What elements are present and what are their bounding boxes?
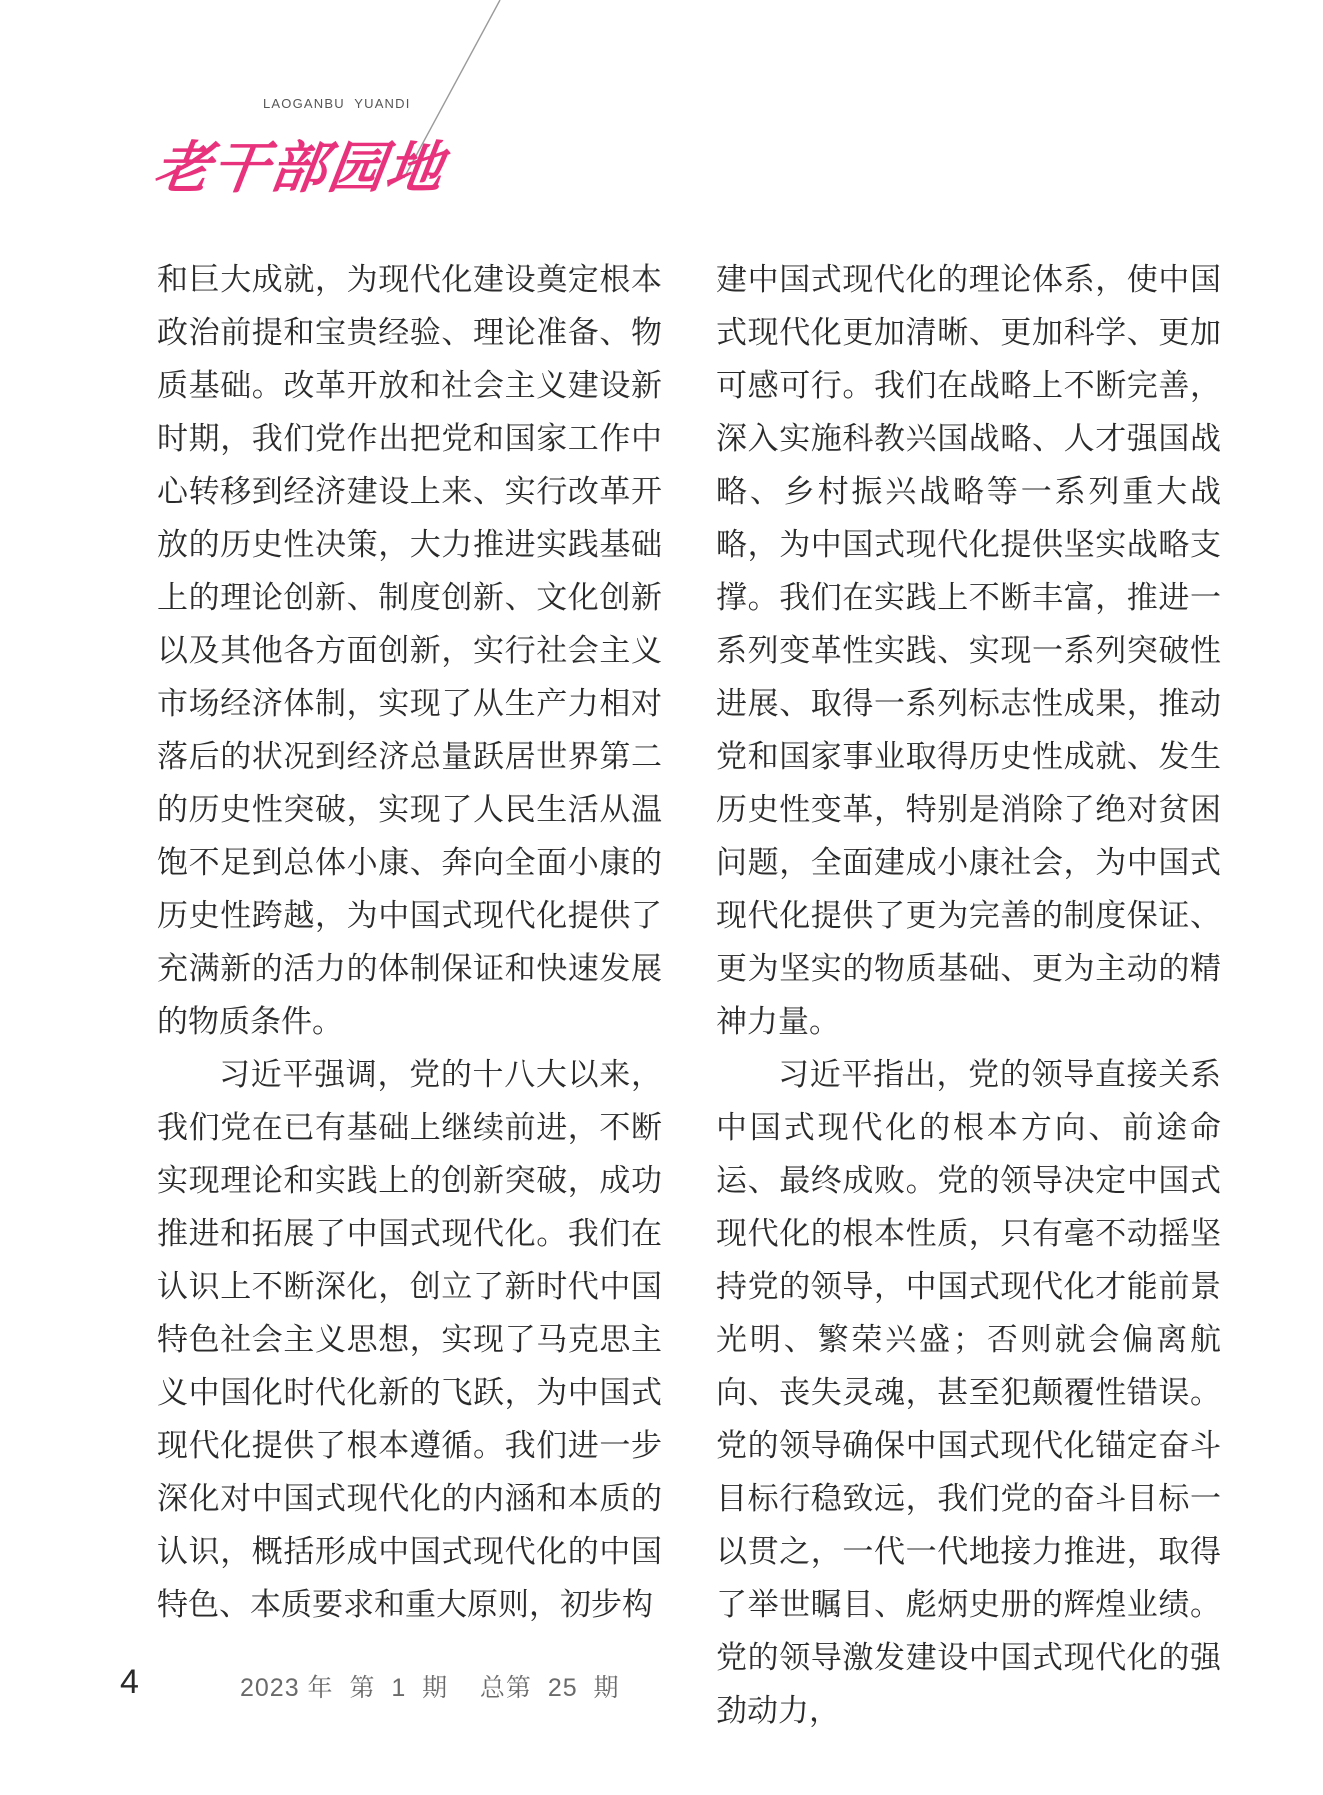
right-paragraph-1: 建中国式现代化的理论体系，使中国式现代化更加清晰、更加科学、更加可感可行。我们在战略上不断完善，深入实施科教兴国战略、人才强国战略、乡村振兴战略等一系列重大战略，为中国式现代化提供坚实战略支撑。我们在实践上不断丰富，推进一系列变革性实践、实现一系列突破性进展、取得一系列标志性成果，推动党和国家事业取得历史性成就、发生历史性变革，特别是消除了绝对贫困问题，全面建成小康社会，为中国式现代化提供了更为完善的制度保证、更为坚实的物质基础、更为主动的精神力量。 (716, 262, 1221, 1040)
right-paragraph-2: 习近平指出，党的领导直接关系中国式现代化的根本方向、前途命运、最终成败。党的领导决定中国式现代化的根本性质，只有毫不动摇坚持党的领导，中国式现代化才能前景光明、繁荣兴盛；否则就会偏离航向、丧失灵魂，甚至犯颠覆性错误。党的领导确保中国式现代化锚定奋斗目标行稳致远，我们党的奋斗目标一以贯之，一代一代地接力推进，取得了举世瞩目、彪炳史册的辉煌业绩。党的领导激发建设中国式现代化的强劲动力， (716, 1057, 1221, 1729)
article-left-column (157, 254, 662, 1632)
masthead-pinyin: LAOGANBU YUANDI (263, 96, 411, 111)
article-right-column (716, 254, 1221, 1738)
masthead-logo: 老干部园地 (149, 135, 450, 201)
page-number: 4 (120, 1663, 139, 1701)
issue-info: 2023 年 第 1 期 总第 25 期 (240, 1674, 620, 1702)
left-paragraph-1: 和巨大成就，为现代化建设奠定根本政治前提和宝贵经验、理论准备、物质基础。改革开放和社会主义建设新时期，我们党作出把党和国家工作中心转移到经济建设上来、实行改革开放的历史性决策，大力推进实践基础上的理论创新、制度创新、文化创新以及其他各方面创新，实行社会主义市场经济体制，实现了从生产力相对落后的状况到经济总量跃居世界第二的历史性突破，实现了人民生活从温饱不足到总体小康、奔向全面小康的历史性跨越，为中国式现代化提供了充满新的活力的体制保证和快速发展的物质条件。 (157, 262, 662, 1040)
left-paragraph-2: 习近平强调，党的十八大以来，我们党在已有基础上继续前进，不断实现理论和实践上的创新突破，成功推进和拓展了中国式现代化。我们在认识上不断深化，创立了新时代中国特色社会主义思想，实现了马克思主义中国化时代化新的飞跃，为中国式现代化提供了根本遵循。我们进一步深化对中国式现代化的内涵和本质的认识，概括形成中国式现代化的中国特色、本质要求和重大原则，初步构 (157, 1057, 662, 1623)
